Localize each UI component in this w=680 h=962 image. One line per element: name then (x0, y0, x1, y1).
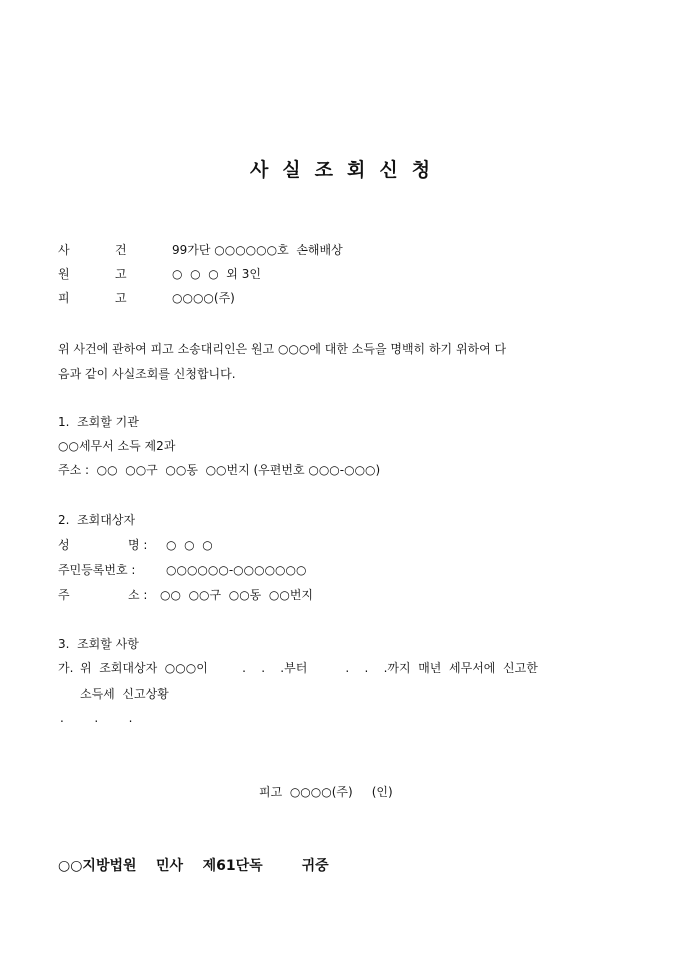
party-defendant-value: ○○○○(주) (172, 291, 235, 305)
section2-heading: 2. 조회대상자 (58, 513, 136, 527)
section2-name-label-a: 성 (58, 538, 70, 552)
signature-line: 피고 ○○○○(주) (인) (259, 785, 393, 799)
section1-line-2: 주소 : ○○ ○○구 ○○동 ○○번지 (우편번호 ○○○-○○○) (58, 463, 381, 477)
intro-line-1: 위 사건에 관하여 피고 소송대리인은 원고 ○○○에 대한 소득을 명백히 하기 위하여 다 (58, 342, 507, 356)
court-addressee: ○○지방법원 민사 제61단독 귀중 (58, 858, 329, 874)
document-title: 사실조회신청 (249, 159, 445, 181)
section1-heading: 1. 조회할 기관 (58, 415, 139, 429)
section3-heading: 3. 조회할 사항 (58, 637, 139, 651)
party-plaintiff-label-b: 고 (115, 267, 127, 281)
section3-item-line-2: 소득세 신고상황 (80, 687, 169, 701)
intro-line-2: 음과 같이 사실조회를 신청합니다. (58, 367, 236, 381)
party-case-label-b: 건 (115, 243, 127, 257)
section1-line-1: ○○세무서 소득 제2과 (58, 439, 176, 453)
party-plaintiff-label-a: 원 (58, 267, 70, 281)
party-case-value: 99가단 ○○○○○○호 손해배상 (172, 243, 343, 257)
party-defendant-label-a: 피 (58, 291, 70, 305)
section3-item-line-1: 위 조회대상자 ○○○이 . . .부터 . . .까지 매년 세무서에 신고한 (80, 661, 538, 675)
section2-rrn-value: ○○○○○○-○○○○○○○ (166, 563, 307, 577)
section2-addr-label-a: 주 (58, 588, 70, 602)
section2-rrn-label: 주민등록번호 : (58, 563, 136, 577)
section3-item-prefix: 가. (58, 661, 74, 675)
party-case-label-a: 사 (58, 243, 70, 257)
party-plaintiff-value: ○ ○ ○ 외 3인 (172, 267, 261, 281)
party-defendant-label-b: 고 (115, 291, 127, 305)
section3-dots: . . . (60, 711, 133, 725)
section2-name-value: ○ ○ ○ (166, 538, 213, 552)
section2-addr-value: ○○ ○○구 ○○동 ○○번지 (160, 588, 314, 602)
section2-addr-label-b: 소 : (128, 588, 148, 602)
section2-name-label-b: 명 : (128, 538, 148, 552)
